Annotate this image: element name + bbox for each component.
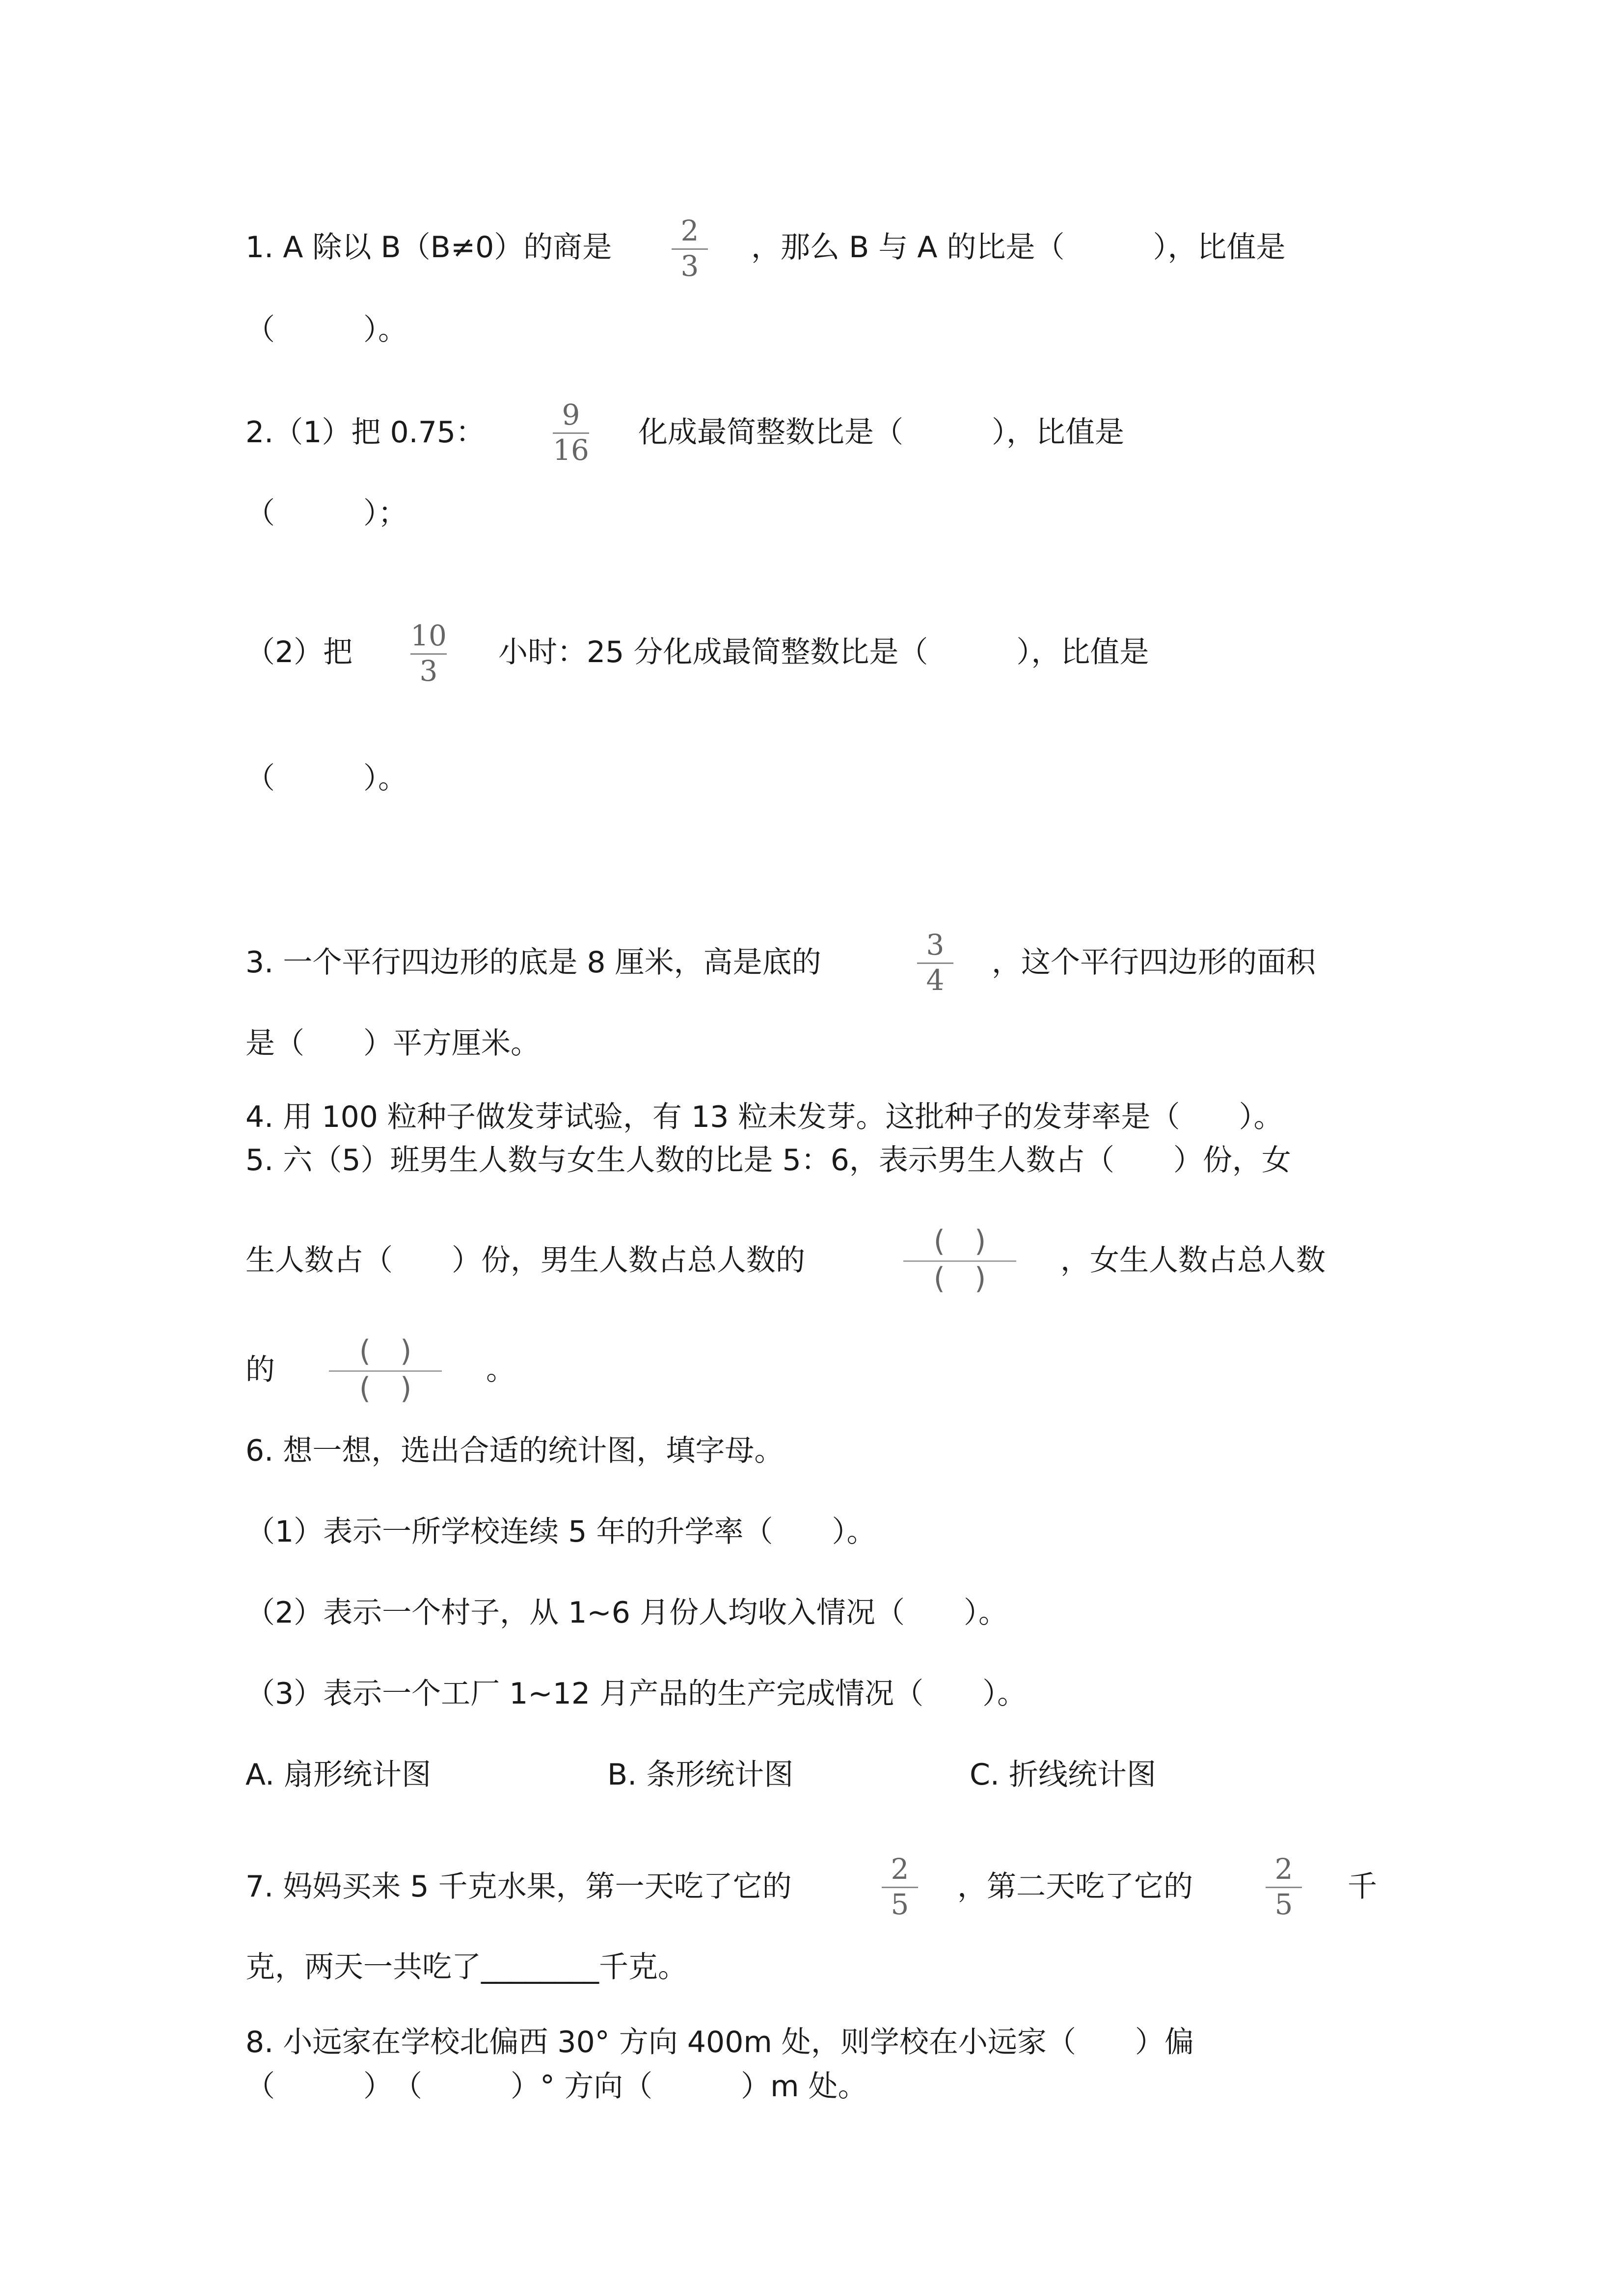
q2-part2-start: （2）把 — [245, 635, 353, 669]
q6-sub-1: （1）表示一所学校连续 5 年的升学率（ ）。 — [245, 1515, 876, 1549]
q7-fraction-2 — [1257, 1854, 1311, 1919]
q5-line3-start: 的 — [245, 1353, 275, 1387]
q5-line1: 5. 六（5）班男生人数与女生人数的比是 5：6，表示男生人数占（ ）份，女 — [245, 1143, 1291, 1177]
q2-fraction-1 — [544, 400, 598, 465]
q6-sub-3: （3）表示一个工厂 1~12 月产品的生产完成情况（ ）。 — [245, 1677, 1027, 1711]
q7-fraction-1 — [873, 1854, 927, 1919]
q1-line1-start: 1. A 除以 B（B≠0）的商是 — [245, 230, 612, 265]
q6-option-b: B. 条形统计图 — [607, 1758, 794, 1792]
q5-blank-fraction-2 — [329, 1336, 442, 1405]
q6-title: 6. 想一想，选出合适的统计图，填字母。 — [245, 1434, 784, 1468]
q2-part1-start: 2.（1）把 0.75： — [245, 415, 486, 450]
q7-fraction-2-denominator: 5 — [1274, 1888, 1293, 1921]
q7-fraction-2-numerator: 2 — [1274, 1852, 1293, 1886]
q2-part2-line2: （ ）。 — [245, 761, 407, 796]
q8-line2: （ ） （ ）° 方向（ ）m 处。 — [245, 2069, 867, 2104]
blank-denominator: ( ) — [933, 1261, 986, 1296]
q7-line2: 克，两天一共吃了________千克。 — [245, 1950, 687, 1984]
q2-fraction-2 — [402, 621, 456, 686]
q3-fraction-numerator: 3 — [926, 928, 945, 961]
q6-option-c: C. 折线统计图 — [970, 1758, 1157, 1792]
q6-option-a: A. 扇形统计图 — [245, 1758, 432, 1792]
q7-fraction-1-denominator: 5 — [891, 1888, 909, 1921]
q3-line1-end: ，这个平行四边形的面积 — [992, 945, 1316, 980]
q3-fraction — [908, 930, 962, 995]
q3-line2: 是（ ）平方厘米。 — [245, 1026, 540, 1061]
q5-line2-end: ，女生人数占总人数 — [1060, 1243, 1326, 1278]
q2-part2-end: 小时：25 分化成最简整数比是（ ），比值是 — [498, 635, 1149, 669]
q7-fraction-1-numerator: 2 — [891, 1852, 909, 1886]
q2-fraction-1-denominator: 16 — [553, 433, 589, 467]
q1-line1-end: ，那么 B 与 A 的比是（ ），比值是 — [751, 230, 1286, 265]
q8-line1: 8. 小远家在学校北偏西 30° 方向 400m 处，则学校在小远家（ ）偏 — [245, 2025, 1194, 2059]
q5-line3-end: 。 — [486, 1353, 515, 1387]
q6-sub-2: （2）表示一个村子，从 1~6 月份人均收入情况（ ）。 — [245, 1596, 1008, 1630]
q7-line1-start: 7. 妈妈买来 5 千克水果，第一天吃了它的 — [245, 1869, 792, 1904]
q3-line1-start: 3. 一个平行四边形的底是 8 厘米，高是底的 — [245, 945, 821, 980]
q5-blank-fraction-1 — [903, 1226, 1016, 1295]
q3-fraction-denominator: 4 — [926, 963, 945, 997]
q5-line2-start: 生人数占（ ）份，男生人数占总人数的 — [245, 1243, 805, 1278]
blank-numerator: ( ) — [359, 1334, 412, 1368]
q2-fraction-1-numerator: 9 — [562, 398, 580, 431]
q2-fraction-2-numerator: 10 — [410, 619, 447, 652]
q1-fraction-numerator: 2 — [680, 214, 699, 247]
blank-numerator: ( ) — [933, 1224, 986, 1258]
q1-line2: （ ）。 — [245, 313, 407, 347]
q1-fraction-denominator: 3 — [680, 249, 699, 283]
q1-fraction — [663, 216, 717, 281]
blank-denominator: ( ) — [359, 1371, 412, 1406]
q7-line1-mid: ，第二天吃了它的 — [957, 1869, 1193, 1904]
q2-part1-end: 化成最简整数比是（ ），比值是 — [638, 415, 1124, 450]
q7-line1-end: 千 — [1348, 1869, 1377, 1904]
q2-part1-line2: （ ）； — [245, 496, 407, 531]
q4-line: 4. 用 100 粒种子做发芽试验，有 13 粒未发芽。这批种子的发芽率是（ ）。 — [245, 1100, 1283, 1134]
q2-fraction-2-denominator: 3 — [419, 654, 438, 688]
